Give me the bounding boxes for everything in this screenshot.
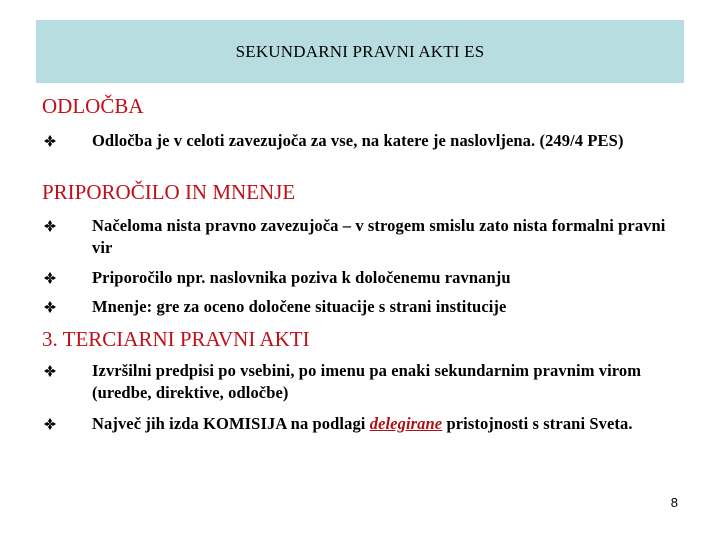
diamond-clover-icon: [44, 360, 92, 382]
slide-title: SEKUNDARNI PRAVNI AKTI ES: [235, 41, 485, 61]
list-item: [44, 267, 684, 289]
diamond-clover-icon: [44, 296, 92, 318]
section-title-terciarni: 3. TERCIARNI PRAVNI AKTI: [42, 327, 310, 351]
list-item: [44, 413, 684, 435]
bullet-text: Odločba je v celoti zavezujoča za vse, na katere je naslovljena. (249/4 PES): [92, 131, 624, 150]
list-item: [44, 360, 684, 404]
slide-header: [36, 20, 684, 83]
list-item: [44, 215, 684, 259]
diamond-clover-icon: [44, 413, 92, 435]
section-title-priporocilo: PRIPOROČILO IN MNENJE: [42, 180, 296, 204]
page-number: 8: [670, 495, 678, 510]
bullet-text-before: Največ jih izda KOMISIJA na podlagi: [92, 414, 370, 433]
diamond-clover-icon: [44, 267, 92, 289]
list-item: [44, 130, 684, 152]
section-title-odlocba: ODLOČBA: [42, 94, 144, 118]
diamond-clover-icon: [44, 215, 92, 237]
bullet-text-after: pristojnosti s strani Sveta.: [442, 414, 633, 433]
bullet-text: Izvršilni predpisi po vsebini, po imenu pa enaki sekundarnim pravnim virom (uredbe, direktive, odločbe): [92, 361, 642, 402]
bullet-text: Načeloma nista pravno zavezujoča – v strogem smislu zato nista formalni pravni vir: [92, 216, 666, 257]
diamond-clover-icon: [44, 130, 92, 152]
emphasis-delegirane: delegirane: [369, 414, 443, 433]
bullet-text: Priporočilo npr. naslovnika poziva k določenemu ravnanju: [92, 268, 511, 287]
bullet-text: Mnenje: gre za oceno določene situacije s strani institucije: [92, 297, 507, 316]
bullet-text: [92, 413, 684, 435]
list-item: [44, 296, 684, 318]
